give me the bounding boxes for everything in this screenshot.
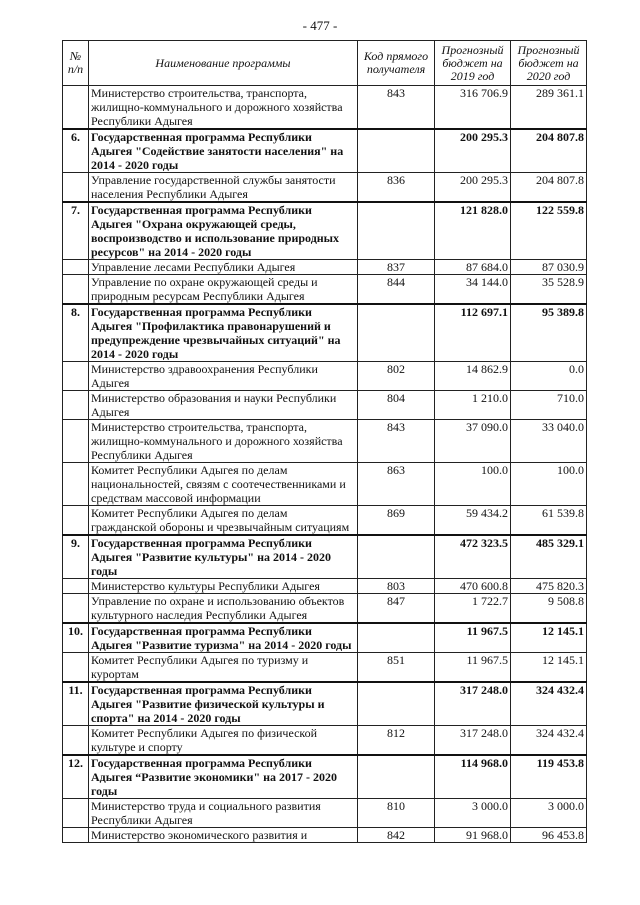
table-header-row	[63, 41, 587, 86]
program-name: Комитет Республики Адыгея по делам гражданской обороны и чрезвычайным ситуациям	[89, 506, 358, 536]
recipient-code	[358, 202, 435, 260]
program-name: Министерство здравоохранения Республики Адыгея	[89, 362, 358, 391]
recipient-row	[63, 506, 587, 536]
row-index	[63, 579, 89, 594]
recipient-code	[358, 535, 435, 579]
budget-2020: 122 559.8	[511, 202, 587, 260]
budget-2020: 485 329.1	[511, 535, 587, 579]
budget-2019: 11 967.5	[435, 653, 511, 683]
row-index	[63, 653, 89, 683]
budget-2020: 61 539.8	[511, 506, 587, 536]
budget-2019: 1 210.0	[435, 391, 511, 420]
recipient-row	[63, 420, 587, 463]
budget-2020: 204 807.8	[511, 173, 587, 203]
program-name: Министерство экономического развития и	[89, 828, 358, 843]
row-index	[63, 828, 89, 843]
row-index	[63, 86, 89, 130]
recipient-code	[358, 623, 435, 653]
budget-2019: 14 862.9	[435, 362, 511, 391]
budget-2020: 119 453.8	[511, 755, 587, 799]
budget-2019: 200 295.3	[435, 129, 511, 173]
program-name: Управление государственной службы занятости населения Республики Адыгея	[89, 173, 358, 203]
budget-2020: 87 030.9	[511, 260, 587, 275]
budget-2020: 324 432.4	[511, 726, 587, 756]
budget-2019: 87 684.0	[435, 260, 511, 275]
program-name: Государственная программа Республики Адыгея "Содействие занятости населения" на 2014 - 2020 годы	[89, 129, 358, 173]
budget-2019: 37 090.0	[435, 420, 511, 463]
budget-2019: 1 722.7	[435, 594, 511, 624]
recipient-row	[63, 275, 587, 305]
budget-table	[62, 40, 587, 843]
col-header-code: Код прямого получателя	[358, 41, 435, 86]
budget-2019: 114 968.0	[435, 755, 511, 799]
budget-2020: 710.0	[511, 391, 587, 420]
budget-2019: 100.0	[435, 463, 511, 506]
budget-2020: 95 389.8	[511, 304, 587, 362]
row-index	[63, 275, 89, 305]
program-row	[63, 202, 587, 260]
budget-2020: 475 820.3	[511, 579, 587, 594]
budget-2020: 12 145.1	[511, 653, 587, 683]
program-name: Министерство образования и науки Республики Адыгея	[89, 391, 358, 420]
program-row	[63, 623, 587, 653]
program-row	[63, 304, 587, 362]
row-index: 7.	[63, 202, 89, 260]
row-index	[63, 420, 89, 463]
recipient-code: 812	[358, 726, 435, 756]
row-index: 8.	[63, 304, 89, 362]
row-index: 9.	[63, 535, 89, 579]
program-name: Государственная программа Республики Адыгея “Развитие экономики" на 2017 - 2020 годы	[89, 755, 358, 799]
recipient-code: 836	[358, 173, 435, 203]
row-index	[63, 594, 89, 624]
program-name: Министерство культуры Республики Адыгея	[89, 579, 358, 594]
recipient-code: 842	[358, 828, 435, 843]
recipient-code: 843	[358, 86, 435, 130]
page-number: - 477 -	[302, 18, 338, 33]
recipient-row	[63, 86, 587, 130]
recipient-row	[63, 391, 587, 420]
recipient-row	[63, 463, 587, 506]
recipient-code: 863	[358, 463, 435, 506]
row-index	[63, 173, 89, 203]
budget-2020: 3 000.0	[511, 799, 587, 828]
budget-2020: 9 508.8	[511, 594, 587, 624]
col-header-budget-2020: Прогнозный бюджет на 2020 год	[511, 41, 587, 86]
program-name: Комитет Республики Адыгея по физической культуре и спорту	[89, 726, 358, 756]
recipient-code	[358, 129, 435, 173]
program-name: Комитет Республики Адыгея по туризму и курортам	[89, 653, 358, 683]
budget-2020: 0.0	[511, 362, 587, 391]
recipient-row	[63, 260, 587, 275]
col-header-num: № п/п	[63, 41, 89, 86]
program-name: Управление лесами Республики Адыгея	[89, 260, 358, 275]
program-name: Государственная программа Республики Адыгея "Развитие физической культуры и спорта" на 2014 - 2020 годы	[89, 682, 358, 726]
budget-2019: 316 706.9	[435, 86, 511, 130]
budget-2020: 12 145.1	[511, 623, 587, 653]
recipient-code: 851	[358, 653, 435, 683]
recipient-row	[63, 828, 587, 843]
budget-2020: 204 807.8	[511, 129, 587, 173]
row-index: 12.	[63, 755, 89, 799]
row-index	[63, 362, 89, 391]
recipient-row	[63, 799, 587, 828]
program-name: Государственная программа Республики Адыгея "Охрана окружающей среды, воспроизводство и использование природных ресурсов" на 2014 - 2020 годы	[89, 202, 358, 260]
program-name: Государственная программа Республики Адыгея "Развитие туризма" на 2014 - 2020 годы	[89, 623, 358, 653]
recipient-code	[358, 755, 435, 799]
budget-2019: 112 697.1	[435, 304, 511, 362]
budget-2019: 121 828.0	[435, 202, 511, 260]
recipient-code: 803	[358, 579, 435, 594]
row-index: 6.	[63, 129, 89, 173]
recipient-row	[63, 173, 587, 203]
recipient-code: 847	[358, 594, 435, 624]
budget-2019: 3 000.0	[435, 799, 511, 828]
row-index	[63, 260, 89, 275]
row-index	[63, 799, 89, 828]
budget-2020: 324 432.4	[511, 682, 587, 726]
row-index	[63, 463, 89, 506]
budget-2019: 59 434.2	[435, 506, 511, 536]
budget-2020: 96 453.8	[511, 828, 587, 843]
recipient-row	[63, 594, 587, 624]
program-name: Министерство труда и социального развития Республики Адыгея	[89, 799, 358, 828]
budget-2019: 317 248.0	[435, 682, 511, 726]
budget-2019: 200 295.3	[435, 173, 511, 203]
recipient-row	[63, 579, 587, 594]
recipient-row	[63, 653, 587, 683]
col-header-budget-2019: Прогнозный бюджет на 2019 год	[435, 41, 511, 86]
program-name: Министерство строительства, транспорта, жилищно-коммунального и дорожного хозяйства Республики Адыгея	[89, 420, 358, 463]
program-name: Управление по охране окружающей среды и природным ресурсам Республики Адыгея	[89, 275, 358, 305]
recipient-code: 804	[358, 391, 435, 420]
program-row	[63, 129, 587, 173]
recipient-row	[63, 362, 587, 391]
budget-2019: 317 248.0	[435, 726, 511, 756]
budget-2019: 91 968.0	[435, 828, 511, 843]
row-index	[63, 506, 89, 536]
row-index: 10.	[63, 623, 89, 653]
budget-2020: 100.0	[511, 463, 587, 506]
program-row	[63, 535, 587, 579]
budget-2019: 34 144.0	[435, 275, 511, 305]
recipient-code: 810	[358, 799, 435, 828]
program-row	[63, 755, 587, 799]
recipient-row	[63, 726, 587, 756]
recipient-code: 844	[358, 275, 435, 305]
row-index: 11.	[63, 682, 89, 726]
program-name: Комитет Республики Адыгея по делам национальностей, связям с соотечественниками и средствам массовой информации	[89, 463, 358, 506]
budget-2019: 472 323.5	[435, 535, 511, 579]
recipient-code	[358, 304, 435, 362]
recipient-code: 837	[358, 260, 435, 275]
recipient-code: 802	[358, 362, 435, 391]
program-name: Управление по охране и использованию объектов культурного наследия Республики Адыгея	[89, 594, 358, 624]
row-index	[63, 391, 89, 420]
program-name: Государственная программа Республики Адыгея "Развитие культуры" на 2014 - 2020 годы	[89, 535, 358, 579]
budget-2019: 470 600.8	[435, 579, 511, 594]
program-name: Государственная программа Республики Адыгея "Профилактика правонарушений и предупреждение чрезвычайных ситуаций" на 2014 - 2020 годы	[89, 304, 358, 362]
budget-2020: 35 528.9	[511, 275, 587, 305]
program-row	[63, 682, 587, 726]
program-name: Министерство строительства, транспорта, жилищно-коммунального и дорожного хозяйства Республики Адыгея	[89, 86, 358, 130]
col-header-name: Наименование программы	[89, 41, 358, 86]
row-index	[63, 726, 89, 756]
budget-2019: 11 967.5	[435, 623, 511, 653]
budget-2020: 33 040.0	[511, 420, 587, 463]
recipient-code: 843	[358, 420, 435, 463]
budget-2020: 289 361.1	[511, 86, 587, 130]
recipient-code: 869	[358, 506, 435, 536]
recipient-code	[358, 682, 435, 726]
